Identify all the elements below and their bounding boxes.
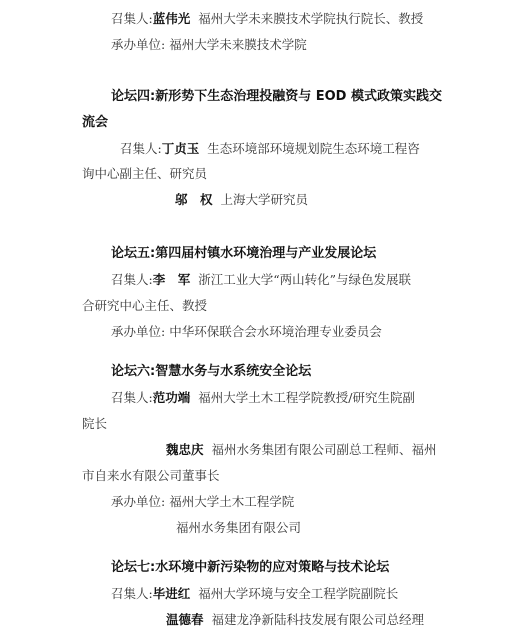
forum5-title: 论坛五:第四届村镇水环境治理与产业发展论坛 — [111, 246, 377, 261]
organizer-label: 承办单位: — [111, 37, 166, 52]
forum3-convener — [111, 11, 423, 27]
forum6-convener1-desc-line2: 院长 — [82, 416, 108, 431]
convener-label: 召集人: — [111, 586, 153, 601]
forum4-convener1 — [120, 141, 420, 157]
forum4-title-line2: 流会 — [82, 115, 109, 130]
convener-desc: 生态环境部环境规划院生态环境工程咨 — [207, 141, 420, 156]
convener-desc: 浙江工业大学“两山转化”与绿色发展联 — [198, 272, 412, 287]
organizer-name: 中华环保联合会水环境治理专业委员会 — [169, 324, 382, 339]
convener-label: 召集人: — [111, 11, 153, 26]
organizer-name: 福州大学土木工程学院 — [169, 494, 295, 509]
forum6-convener1 — [111, 390, 415, 406]
organizer-label: 承办单位: — [111, 324, 166, 339]
organizer-label: 承办单位: — [111, 494, 166, 509]
forum6-convener2-desc-line2: 市自来水有限公司董事长 — [82, 468, 220, 483]
convener-name: 蓝伟光 — [152, 11, 191, 26]
forum4-convener2 — [175, 192, 308, 208]
convener-name: 范功端 — [152, 390, 191, 405]
convener-name: 邬 权 — [175, 192, 213, 207]
convener-name: 温德春 — [166, 612, 204, 627]
forum7-convener1 — [111, 586, 398, 602]
forum6-title: 论坛六:智慧水务与水系统安全论坛 — [111, 364, 312, 379]
forum6-organizer2: 福州水务集团有限公司 — [176, 520, 302, 535]
forum4-convener1-desc-line2: 询中心副主任、研究员 — [82, 166, 208, 181]
convener-name: 魏忠庆 — [166, 442, 204, 457]
convener-desc: 福建龙净新陆科技发展有限公司总经理 — [211, 612, 425, 627]
convener-desc: 福州大学土木工程学院教授/研究生院副 — [198, 390, 415, 405]
forum4-title-line1: 论坛四:新形势下生态治理投融资与 EOD 模式政策实践交 — [111, 89, 442, 104]
forum6-convener2 — [166, 442, 437, 458]
forum6-organizer — [111, 494, 294, 510]
forum7-convener2 — [166, 612, 424, 628]
convener-label: 召集人: — [120, 141, 162, 156]
organizer-name: 福州大学未来膜技术学院 — [169, 37, 307, 52]
convener-desc: 福州大学环境与安全工程学院副院长 — [198, 586, 399, 601]
forum5-convener-desc-line2: 合研究中心主任、教授 — [82, 298, 208, 313]
convener-name: 毕进红 — [152, 586, 191, 601]
convener-name: 李 军 — [152, 272, 191, 287]
forum3-organizer — [111, 37, 307, 53]
convener-label: 召集人: — [111, 272, 153, 287]
convener-name: 丁贞玉 — [161, 141, 200, 156]
convener-label: 召集人: — [111, 390, 153, 405]
forum5-convener — [111, 272, 411, 288]
convener-desc: 上海大学研究员 — [220, 192, 309, 207]
forum5-organizer — [111, 324, 382, 340]
convener-desc: 福州水务集团有限公司副总工程师、福州 — [211, 442, 437, 457]
convener-desc: 福州大学未来膜技术学院执行院长、教授 — [198, 11, 424, 26]
forum7-title: 论坛七:水环境中新污染物的应对策略与技术论坛 — [111, 560, 390, 575]
